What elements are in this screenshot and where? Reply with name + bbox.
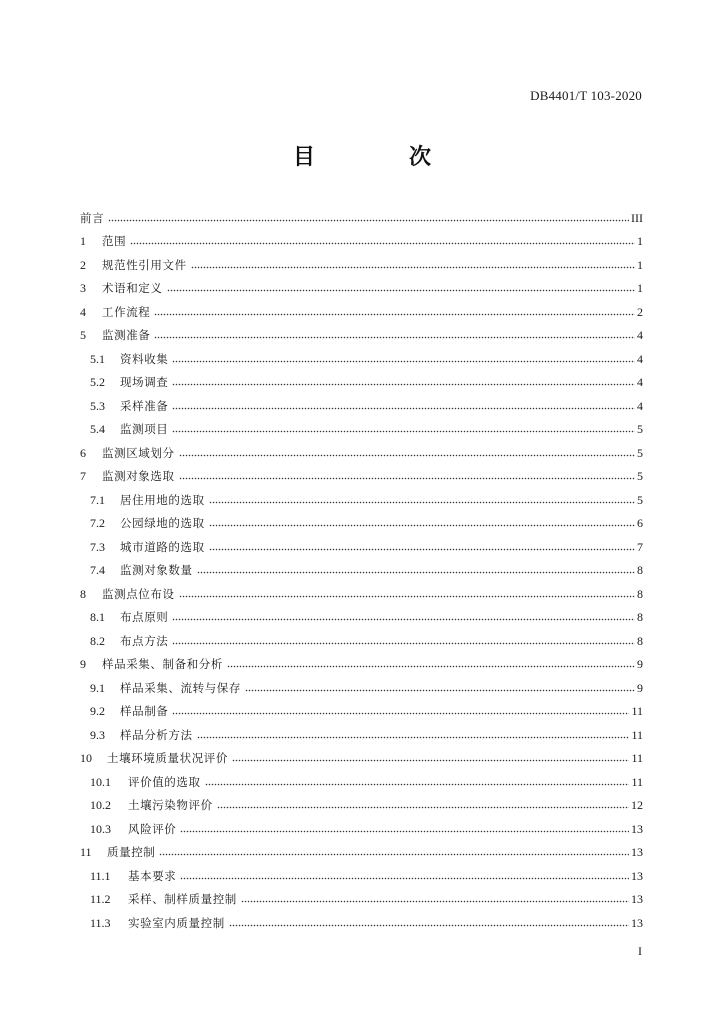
toc-dot-leader: [179, 477, 635, 480]
toc-entry-label: 监测准备: [102, 328, 151, 342]
toc-entry-label: 监测对象选取: [102, 469, 175, 483]
toc-subentry[interactable]: [80, 765, 643, 789]
toc-dot-leader: [197, 571, 635, 574]
toc-dot-leader: [191, 266, 635, 269]
toc-subentry[interactable]: [80, 859, 643, 883]
toc-entry-page: 11: [631, 727, 643, 742]
toc-subentry[interactable]: [80, 554, 643, 578]
toc-dot-leader: [172, 407, 635, 410]
toc-dot-leader: [154, 336, 635, 339]
toc-subentry[interactable]: [80, 530, 643, 554]
toc-dot-leader: [180, 877, 629, 880]
toc-entry-page: 1: [637, 281, 643, 295]
toc-entry-label: 规范性引用文件: [102, 257, 187, 272]
toc-entry-number: 5: [80, 328, 86, 342]
toc-entry-page: 8: [637, 633, 643, 648]
toc-entry-number: 9.1: [90, 680, 105, 695]
toc-dot-leader: [245, 689, 635, 692]
toc-subentry[interactable]: [80, 413, 643, 437]
toc-entry[interactable]: [80, 295, 643, 319]
toc-entry-label: 风险评价: [128, 821, 177, 836]
toc-entry-page: 7: [637, 539, 643, 554]
toc-entry-page: 6: [637, 516, 643, 530]
toc-entry-number: 7: [80, 469, 86, 483]
toc-entry-number: 2: [80, 257, 86, 272]
toc-dot-leader: [172, 642, 635, 645]
toc-subentry[interactable]: [80, 342, 643, 366]
toc-entry-page: 8: [637, 586, 643, 601]
toc-dot-leader: [179, 454, 635, 457]
table-of-contents: [80, 201, 643, 930]
toc-entry-page: 5: [637, 492, 643, 507]
toc-entry[interactable]: [80, 577, 643, 601]
toc-subentry[interactable]: [80, 671, 643, 695]
toc-entry-number: 7.2: [90, 516, 105, 530]
toc-entry[interactable]: [80, 319, 643, 343]
toc-entry-page: 13: [631, 915, 643, 930]
toc-entry-number: 11.1: [90, 868, 111, 883]
toc-entry-number: 11.2: [90, 892, 111, 906]
toc-subentry[interactable]: [80, 366, 643, 390]
toc-dot-leader: [154, 313, 635, 316]
toc-entry-label: 基本要求: [128, 868, 177, 883]
toc-entry-page: 13: [631, 845, 643, 859]
toc-dot-leader: [180, 830, 629, 833]
toc-entry[interactable]: [80, 225, 643, 249]
toc-entry-label: 样品采集、流转与保存: [120, 680, 241, 695]
toc-entry[interactable]: [80, 836, 643, 860]
toc-entry-label: 样品制备: [120, 704, 169, 718]
toc-entry-page: 2: [637, 304, 643, 319]
toc-entry-page: 9: [637, 680, 643, 695]
toc-dot-leader: [167, 289, 636, 292]
toc-entry-label: 术语和定义: [102, 281, 163, 295]
toc-entry-page: 13: [631, 821, 643, 836]
toc-entry-page: 4: [637, 351, 643, 366]
toc-dot-leader: [217, 806, 629, 809]
toc-dot-leader: [232, 759, 629, 762]
toc-entry-page: 5: [637, 469, 643, 483]
toc-entry-number: 8.1: [90, 610, 105, 624]
toc-entry-label: 监测对象数量: [120, 563, 193, 577]
toc-dot-leader: [172, 383, 635, 386]
toc-entry-label: 土壤环境质量状况评价: [107, 751, 228, 765]
toc-entry-label: 采样、制样质量控制: [128, 892, 237, 906]
toc-entry-number: 1: [80, 234, 86, 248]
toc-entry-page: 5: [637, 445, 643, 460]
toc-dot-leader: [241, 900, 629, 903]
toc-entry-page: 11: [631, 751, 643, 765]
toc-dot-leader: [179, 595, 635, 598]
toc-subentry[interactable]: [80, 624, 643, 648]
toc-dot-leader: [197, 736, 630, 739]
toc-entry-number: 7.4: [90, 563, 105, 577]
toc-dot-leader: [205, 783, 630, 786]
toc-entry-number: 10.2: [90, 798, 111, 812]
toc-entry-page: 4: [637, 375, 643, 389]
toc-entry-page: 11: [631, 774, 643, 789]
toc-entry-label: 公园绿地的选取: [120, 516, 205, 530]
toc-entry-number: 7.1: [90, 492, 105, 507]
toc-entry-label: 质量控制: [107, 845, 156, 859]
toc-entry-label: 居住用地的选取: [120, 492, 205, 507]
toc-entry-page: 1: [637, 257, 643, 272]
toc-subentry[interactable]: [80, 483, 643, 507]
toc-entry-number: 10.1: [90, 774, 111, 789]
toc-entry[interactable]: [80, 648, 643, 672]
toc-dot-leader: [159, 853, 629, 856]
toc-entry-label: 工作流程: [102, 304, 151, 319]
toc-entry-number: 3: [80, 281, 86, 295]
toc-entry-page: 1: [637, 234, 643, 248]
toc-entry-label: 采样准备: [120, 398, 169, 413]
toc-entry-page: 5: [637, 422, 643, 436]
toc-title: 目 次: [292, 145, 467, 170]
toc-entry-number: 7.3: [90, 539, 105, 554]
toc-entry-label: 评价值的选取: [128, 774, 201, 789]
toc-dot-leader: [229, 924, 629, 927]
toc-entry-label: 监测项目: [120, 422, 169, 436]
toc-entry[interactable]: [80, 460, 643, 484]
toc-entry-page: 11: [631, 704, 643, 718]
toc-dot-leader: [172, 430, 635, 433]
toc-entry-number: 9.2: [90, 704, 105, 718]
toc-entry[interactable]: [80, 248, 643, 272]
toc-dot-leader: [209, 548, 635, 551]
toc-entry-label: 现场调查: [120, 375, 169, 389]
toc-dot-leader: [209, 524, 635, 527]
toc-entry-label: 城市道路的选取: [120, 539, 205, 554]
toc-entry-label: 资料收集: [120, 351, 169, 366]
toc-entry-page: 8: [637, 610, 643, 624]
toc-subentry[interactable]: [80, 906, 643, 930]
toc-entry-label: 布点原则: [120, 610, 169, 624]
toc-entry-number: 11.3: [90, 915, 111, 930]
toc-entry-label: 监测区域划分: [102, 445, 175, 460]
toc-dot-leader: [172, 618, 635, 621]
toc-entry-number: 8.2: [90, 633, 105, 648]
toc-dot-leader: [172, 712, 629, 715]
toc-entry-page: 8: [637, 563, 643, 577]
toc-entry-number: 5.2: [90, 375, 105, 389]
toc-entry-number: 10: [80, 751, 92, 765]
toc-entry-number: 8: [80, 586, 86, 601]
toc-entry-page: 4: [637, 398, 643, 413]
toc-entry-page: 4: [637, 328, 643, 342]
toc-subentry[interactable]: [80, 789, 643, 813]
toc-subentry[interactable]: [80, 812, 643, 836]
toc-subentry[interactable]: [80, 695, 643, 719]
toc-entry-label: 范围: [102, 234, 127, 248]
toc-subentry[interactable]: [80, 507, 643, 531]
toc-entry-number: 5.1: [90, 351, 105, 366]
toc-entry-label: 布点方法: [120, 633, 169, 648]
toc-subentry[interactable]: [80, 883, 643, 907]
toc-entry-label: 实验室内质量控制: [128, 915, 225, 930]
toc-dot-leader: [108, 219, 629, 222]
toc-entry-number: 11: [80, 845, 92, 859]
toc-entry-page: 13: [631, 892, 643, 906]
toc-entry-number: 10.3: [90, 821, 111, 836]
toc-entry-number: 9.3: [90, 727, 105, 742]
toc-entry-page: 13: [631, 868, 643, 883]
toc-entry-label: 样品分析方法: [120, 727, 193, 742]
toc-dot-leader: [209, 501, 635, 504]
toc-entry-number: 5.3: [90, 398, 105, 413]
toc-dot-leader: [130, 242, 635, 245]
toc-entry-page: 9: [637, 657, 643, 671]
toc-entry-number: 6: [80, 445, 86, 460]
toc-dot-leader: [172, 360, 635, 363]
toc-entry[interactable]: [80, 272, 643, 296]
document-code: DB4401/T 103-2020: [530, 88, 642, 103]
toc-entry-number: 4: [80, 304, 86, 319]
page-number: I: [638, 944, 642, 958]
toc-entry-label: 前言: [80, 210, 105, 225]
toc-subentry[interactable]: [80, 718, 643, 742]
toc-entry[interactable]: [80, 742, 643, 766]
toc-entry[interactable]: [80, 436, 643, 460]
toc-entry-number: 9: [80, 657, 86, 671]
toc-dot-leader: [227, 665, 635, 668]
toc-entry-label: 土壤污染物评价: [128, 798, 213, 812]
toc-entry-number: 5.4: [90, 422, 105, 436]
toc-entry-page: 12: [631, 798, 643, 812]
toc-entry-label: 样品采集、制备和分析: [102, 657, 223, 671]
toc-subentry[interactable]: [80, 601, 643, 625]
toc-entry-label: 监测点位布设: [102, 586, 175, 601]
toc-subentry[interactable]: [80, 389, 643, 413]
toc-entry-page: III: [631, 210, 643, 225]
toc-entry[interactable]: [80, 201, 643, 225]
